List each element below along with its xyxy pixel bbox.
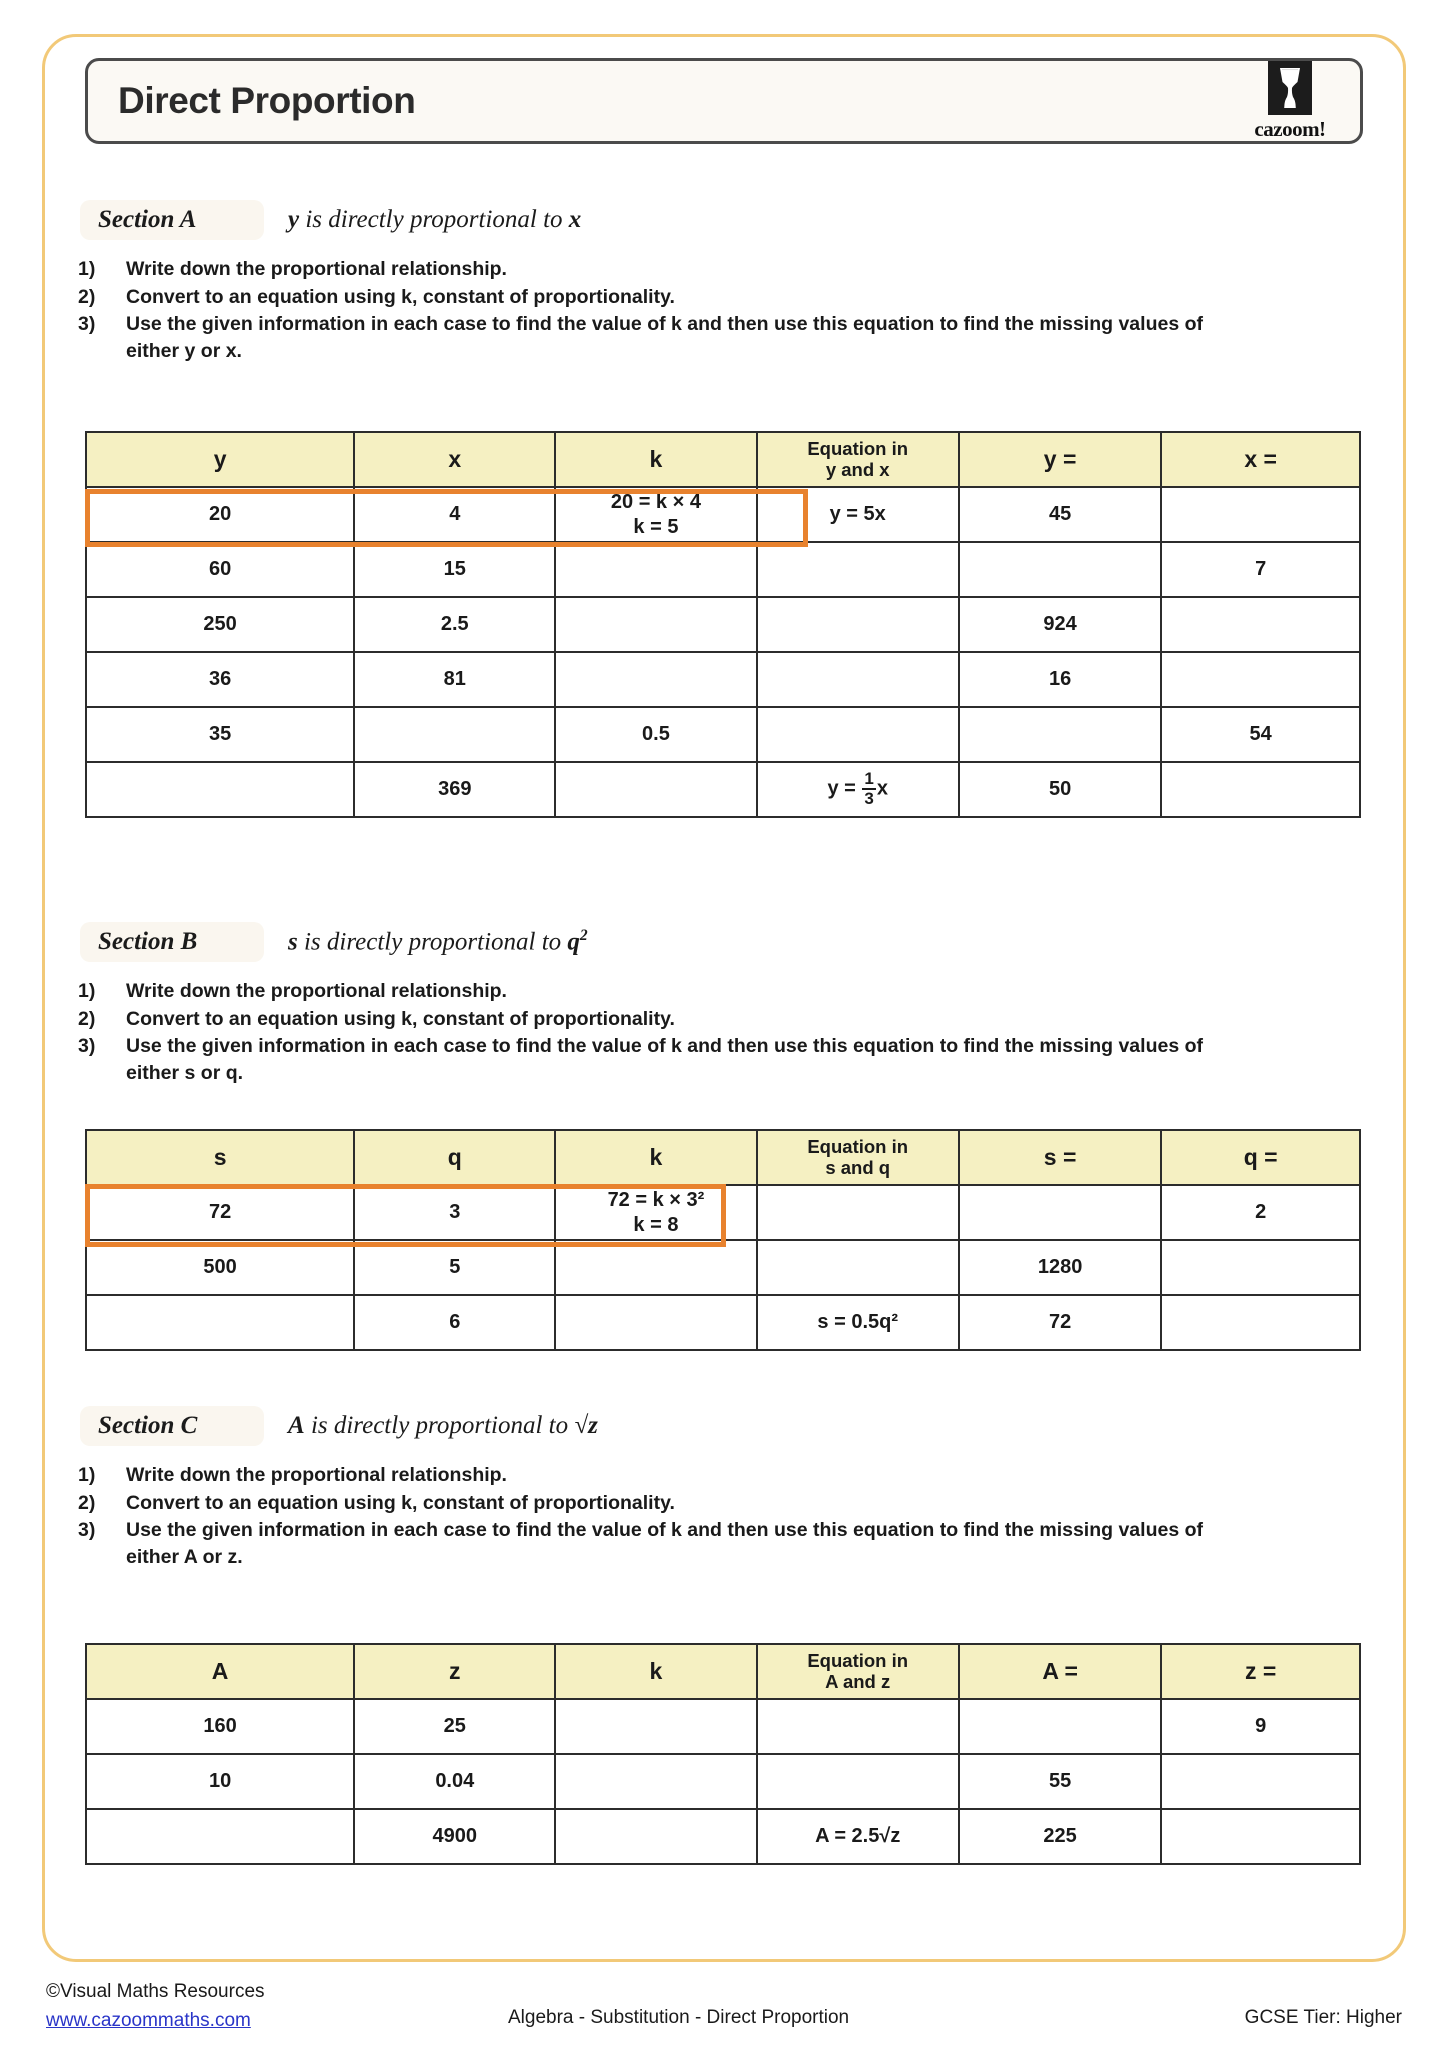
column-header-equation bbox=[757, 1130, 959, 1185]
k-working-line1: 72 = k × 3² bbox=[607, 1189, 705, 1212]
cell-y-equals[interactable]: 924 bbox=[959, 597, 1161, 652]
instruction-number: 1) bbox=[78, 980, 96, 1002]
instruction-text: Convert to an equation using k, constant of proportionality. bbox=[126, 1491, 675, 1514]
cell-y-equals[interactable]: 45 bbox=[959, 487, 1161, 542]
cell-k[interactable]: 0.5 bbox=[555, 707, 756, 762]
hourglass-icon bbox=[1268, 61, 1312, 115]
instruction-text: Convert to an equation using k, constant of proportionality. bbox=[126, 285, 675, 308]
section-b-mid: is directly proportional to bbox=[297, 928, 568, 956]
cell-y[interactable]: 60 bbox=[86, 542, 354, 597]
equation-header-line1: Equation in bbox=[807, 437, 909, 459]
table-row bbox=[86, 597, 1360, 652]
section-b-statement bbox=[288, 927, 588, 956]
column-header-z: z bbox=[354, 1644, 555, 1699]
section-b-exponent: 2 bbox=[579, 927, 588, 945]
k-working-line1: 20 = k × 4 bbox=[610, 491, 701, 514]
cell-x-equals[interactable] bbox=[1161, 597, 1360, 652]
cell-equation[interactable] bbox=[757, 542, 959, 597]
column-header-z-equals: z = bbox=[1161, 1644, 1360, 1699]
cell-q-equals[interactable]: 2 bbox=[1161, 1185, 1360, 1240]
cell-y-equals[interactable] bbox=[959, 542, 1161, 597]
cell-q-equals[interactable] bbox=[1161, 1295, 1360, 1350]
k-working-line2: k = 5 bbox=[633, 515, 679, 538]
cell-equation[interactable] bbox=[757, 707, 959, 762]
cell-q[interactable]: 3 bbox=[354, 1185, 555, 1240]
instruction-text: Convert to an equation using k, constant of proportionality. bbox=[126, 1007, 675, 1030]
cell-q[interactable]: 6 bbox=[354, 1295, 555, 1350]
instruction-item bbox=[78, 978, 1448, 1005]
column-header-equation bbox=[757, 432, 959, 487]
equation-header-line1: Equation in bbox=[807, 1135, 909, 1157]
cell-equation[interactable] bbox=[757, 1240, 959, 1295]
section-c-mid: is directly proportional to bbox=[304, 1412, 575, 1439]
cell-s-equals[interactable] bbox=[959, 1185, 1161, 1240]
cell-z[interactable]: 4900 bbox=[354, 1809, 555, 1864]
cell-A-equals[interactable]: 225 bbox=[959, 1809, 1161, 1864]
equation-header-line2: y and x bbox=[825, 458, 890, 480]
cell-equation[interactable]: y = 5x bbox=[757, 487, 959, 542]
copyright-text: ©Visual Maths Resources bbox=[46, 1981, 265, 2002]
cell-s-equals[interactable]: 1280 bbox=[959, 1240, 1161, 1295]
instruction-item bbox=[78, 311, 1448, 364]
column-header-k: k bbox=[555, 432, 756, 487]
section-a-label: Section A bbox=[80, 200, 264, 240]
cell-s-equals[interactable]: 72 bbox=[959, 1295, 1161, 1350]
footer-topic: Algebra - Substitution - Direct Proportion bbox=[508, 2007, 850, 2028]
instruction-item bbox=[78, 1006, 1448, 1033]
instruction-text: Write down the proportional relationship. bbox=[126, 1464, 507, 1486]
section-a-instructions bbox=[78, 256, 1448, 365]
instruction-item bbox=[78, 256, 1448, 283]
cell-y[interactable]: 250 bbox=[86, 597, 354, 652]
cell-equation[interactable]: s = 0.5q² bbox=[757, 1295, 959, 1350]
column-header-k: k bbox=[555, 1644, 756, 1699]
table-row bbox=[86, 1699, 1360, 1754]
instruction-number: 3) bbox=[78, 1035, 96, 1058]
section-b-table bbox=[85, 1129, 1361, 1351]
column-header-k: k bbox=[555, 1130, 756, 1185]
instruction-text: Use the given information in each case to find the value of k and then use this equation to find the missing values of either y or x. bbox=[126, 313, 1203, 363]
cell-equation[interactable] bbox=[757, 1185, 959, 1240]
table-row bbox=[86, 542, 1360, 597]
section-a bbox=[0, 198, 1448, 366]
cell-equation[interactable] bbox=[757, 1699, 959, 1754]
fraction bbox=[862, 770, 875, 807]
table-row bbox=[86, 1240, 1360, 1295]
table-row bbox=[86, 1185, 1360, 1240]
fraction-suffix: x bbox=[876, 777, 888, 800]
column-header-A: A bbox=[86, 1644, 354, 1699]
cell-z[interactable]: 0.04 bbox=[354, 1754, 555, 1809]
column-header-A-equals: A = bbox=[959, 1644, 1161, 1699]
title-bar bbox=[85, 58, 1363, 144]
cell-k[interactable] bbox=[555, 762, 756, 817]
cell-y[interactable] bbox=[86, 762, 354, 817]
instruction-number: 2) bbox=[78, 1007, 96, 1030]
table-row bbox=[86, 1295, 1360, 1350]
fraction-denominator: 3 bbox=[864, 788, 874, 808]
website-link[interactable]: www.cazoommaths.com bbox=[46, 2009, 251, 2031]
instruction-text: Write down the proportional relationship. bbox=[126, 980, 507, 1002]
cell-x[interactable]: 369 bbox=[354, 762, 555, 817]
section-c-label: Section C bbox=[80, 1406, 264, 1446]
instruction-item bbox=[78, 1462, 1448, 1489]
cell-k[interactable] bbox=[555, 1809, 756, 1864]
equation-header-line2: s and q bbox=[825, 1156, 891, 1178]
cell-z-equals[interactable] bbox=[1161, 1754, 1360, 1809]
section-a-header bbox=[80, 198, 1448, 242]
cell-x-equals[interactable]: 54 bbox=[1161, 707, 1360, 762]
cell-equation[interactable]: A = 2.5√z bbox=[757, 1809, 959, 1864]
section-b-header bbox=[80, 920, 1448, 964]
cell-z-equals[interactable]: 9 bbox=[1161, 1699, 1360, 1754]
column-header-x: x bbox=[354, 432, 555, 487]
cell-s[interactable] bbox=[86, 1295, 354, 1350]
column-header-x-equals: x = bbox=[1161, 432, 1360, 487]
instruction-item bbox=[78, 1490, 1448, 1517]
instruction-number: 3) bbox=[78, 1519, 96, 1542]
cell-y[interactable]: 36 bbox=[86, 652, 354, 707]
cell-y[interactable]: 20 bbox=[86, 487, 354, 542]
cell-x[interactable]: 81 bbox=[354, 652, 555, 707]
section-c-statement bbox=[288, 1412, 598, 1440]
cell-x[interactable]: 15 bbox=[354, 542, 555, 597]
instruction-text: Use the given information in each case to find the value of k and then use this equation to find the missing values of either A or z. bbox=[126, 1519, 1203, 1569]
cell-k[interactable] bbox=[555, 1185, 756, 1240]
cell-q[interactable]: 5 bbox=[354, 1240, 555, 1295]
fraction-prefix: y = bbox=[827, 777, 862, 800]
section-a-mid: is directly proportional to bbox=[299, 206, 569, 233]
cell-x[interactable]: 4 bbox=[354, 487, 555, 542]
cell-k[interactable] bbox=[555, 652, 756, 707]
cell-A[interactable] bbox=[86, 1809, 354, 1864]
cell-k[interactable] bbox=[555, 1699, 756, 1754]
cell-A-equals[interactable] bbox=[959, 1699, 1161, 1754]
section-a-table bbox=[85, 431, 1361, 818]
cell-x-equals[interactable] bbox=[1161, 652, 1360, 707]
cell-x-equals[interactable]: 7 bbox=[1161, 542, 1360, 597]
table-row bbox=[86, 1809, 1360, 1864]
instruction-item bbox=[78, 284, 1448, 311]
cell-q-equals[interactable] bbox=[1161, 1240, 1360, 1295]
table-header-row bbox=[86, 1130, 1360, 1185]
table-row bbox=[86, 1754, 1360, 1809]
section-c-var2: √z bbox=[574, 1412, 598, 1439]
section-b-instructions bbox=[78, 978, 1448, 1087]
logo-wordmark: cazoom! bbox=[1254, 116, 1326, 141]
section-c-var: A bbox=[288, 1412, 305, 1439]
section-b-label: Section B bbox=[80, 922, 264, 962]
instruction-item bbox=[78, 1033, 1448, 1086]
column-header-q: q bbox=[354, 1130, 555, 1185]
column-header-y-equals: y = bbox=[959, 432, 1161, 487]
column-header-s: s bbox=[86, 1130, 354, 1185]
cell-y-equals[interactable] bbox=[959, 707, 1161, 762]
page-footer bbox=[0, 1978, 1448, 2048]
instruction-number: 2) bbox=[78, 1491, 96, 1514]
cell-k[interactable] bbox=[555, 487, 756, 542]
table-row bbox=[86, 652, 1360, 707]
cell-z[interactable]: 25 bbox=[354, 1699, 555, 1754]
column-header-q-equals: q = bbox=[1161, 1130, 1360, 1185]
cell-x-equals[interactable] bbox=[1161, 762, 1360, 817]
cell-z-equals[interactable] bbox=[1161, 1809, 1360, 1864]
section-a-var2: x bbox=[568, 206, 582, 233]
equation-header-line1: Equation in bbox=[807, 1649, 909, 1671]
cell-x-equals[interactable] bbox=[1161, 487, 1360, 542]
cell-y-equals[interactable]: 50 bbox=[959, 762, 1161, 817]
cell-k[interactable] bbox=[555, 1240, 756, 1295]
instruction-text: Use the given information in each case to find the value of k and then use this equation to find the missing values of either s or q. bbox=[126, 1035, 1203, 1085]
cell-y[interactable]: 35 bbox=[86, 707, 354, 762]
cell-A[interactable]: 10 bbox=[86, 1754, 354, 1809]
column-header-y: y bbox=[86, 432, 354, 487]
cell-equation-fraction[interactable] bbox=[757, 762, 959, 817]
section-b-var2: q bbox=[567, 928, 580, 956]
table-header-row bbox=[86, 1644, 1360, 1699]
cell-k[interactable] bbox=[555, 1295, 756, 1350]
column-header-s-equals: s = bbox=[959, 1130, 1161, 1185]
instruction-number: 3) bbox=[78, 313, 96, 336]
fraction-numerator: 1 bbox=[864, 769, 874, 789]
cell-A[interactable]: 160 bbox=[86, 1699, 354, 1754]
footer-left bbox=[46, 1978, 265, 2035]
section-c bbox=[0, 1404, 1448, 1572]
cell-k[interactable] bbox=[555, 1754, 756, 1809]
instruction-text: Write down the proportional relationship. bbox=[126, 258, 507, 280]
equation-header-line2: A and z bbox=[825, 1670, 891, 1692]
instruction-number: 2) bbox=[78, 285, 96, 308]
table-row bbox=[86, 487, 1360, 542]
cell-s[interactable]: 72 bbox=[86, 1185, 354, 1240]
cell-x[interactable] bbox=[354, 707, 555, 762]
table-row bbox=[86, 707, 1360, 762]
page-title: Direct Proportion bbox=[118, 80, 416, 121]
section-a-statement bbox=[288, 206, 581, 234]
k-working-line2: k = 8 bbox=[633, 1213, 679, 1236]
cazoom-logo bbox=[1242, 61, 1338, 142]
section-c-header bbox=[80, 1404, 1448, 1448]
cell-equation[interactable] bbox=[757, 597, 959, 652]
instruction-number: 1) bbox=[78, 258, 96, 280]
section-b-var: s bbox=[288, 928, 298, 956]
cell-equation[interactable] bbox=[757, 1754, 959, 1809]
section-c-instructions bbox=[78, 1462, 1448, 1571]
table-header-row bbox=[86, 432, 1360, 487]
cell-k[interactable] bbox=[555, 597, 756, 652]
footer-tier: GCSE Tier: Higher bbox=[1244, 2007, 1402, 2028]
cell-s[interactable]: 500 bbox=[86, 1240, 354, 1295]
column-header-equation bbox=[757, 1644, 959, 1699]
cell-y-equals[interactable]: 16 bbox=[959, 652, 1161, 707]
instruction-number: 1) bbox=[78, 1464, 96, 1486]
instruction-item bbox=[78, 1517, 1448, 1570]
cell-A-equals[interactable]: 55 bbox=[959, 1754, 1161, 1809]
section-a-var: y bbox=[288, 206, 300, 233]
cell-k[interactable] bbox=[555, 542, 756, 597]
cell-x[interactable]: 2.5 bbox=[354, 597, 555, 652]
section-c-table bbox=[85, 1643, 1361, 1865]
table-row bbox=[86, 762, 1360, 817]
cell-equation[interactable] bbox=[757, 652, 959, 707]
section-b bbox=[0, 920, 1448, 1088]
